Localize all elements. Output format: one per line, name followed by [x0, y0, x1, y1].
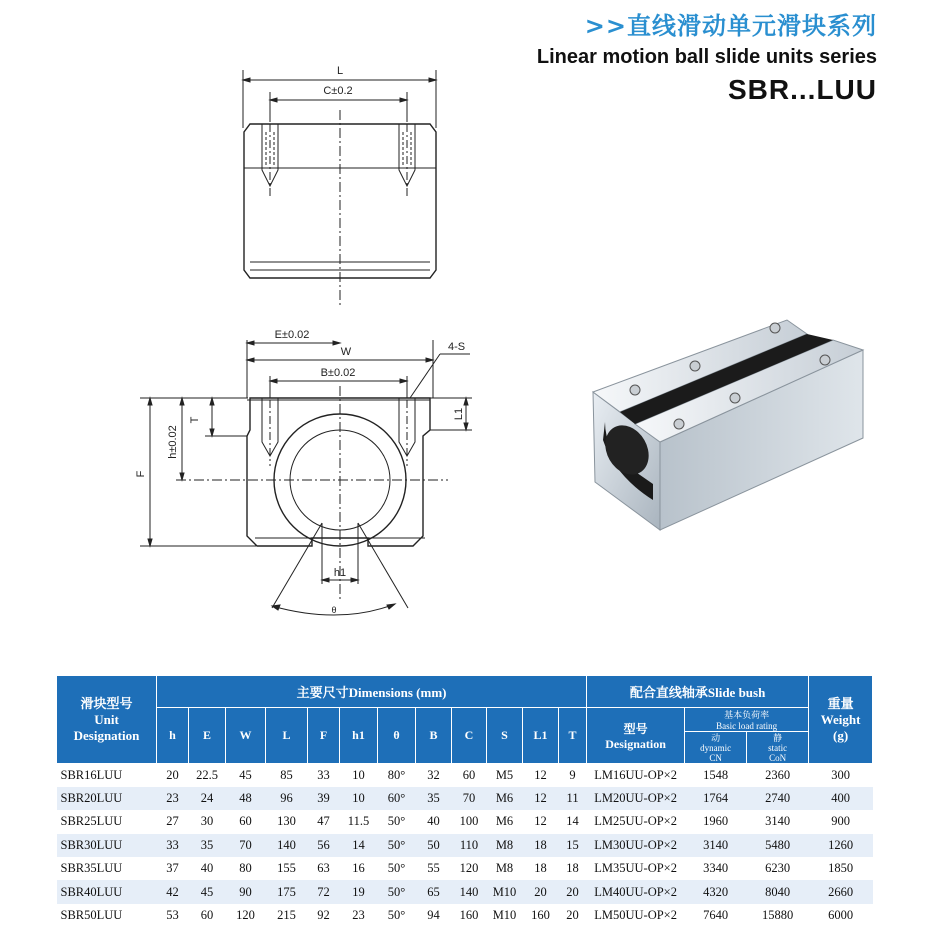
table-cell: 15	[559, 834, 587, 857]
table-cell: 2360	[747, 764, 809, 787]
table-cell: 45	[226, 764, 266, 787]
table-cell: 96	[266, 787, 308, 810]
table-cell: 14	[559, 810, 587, 833]
table-cell: 94	[416, 904, 452, 927]
col-bush-designation: 型号 Designation	[587, 708, 685, 764]
table-cell: 56	[308, 834, 340, 857]
table-cell: 11.5	[340, 810, 378, 833]
table-cell: 72	[308, 880, 340, 903]
col-L1: L1	[523, 708, 559, 764]
front-view-drawing	[140, 340, 472, 615]
col-h: h	[157, 708, 189, 764]
table-cell: 70	[452, 787, 487, 810]
table-cell: 33	[157, 834, 189, 857]
table-row	[57, 857, 873, 880]
table-cell: 130	[266, 810, 308, 833]
table-cell: 155	[266, 857, 308, 880]
product-photo	[575, 300, 875, 540]
table-row	[57, 834, 873, 857]
table-cell: 2740	[747, 787, 809, 810]
table-cell: 65	[416, 880, 452, 903]
table-cell: 12	[523, 764, 559, 787]
table-cell: 50	[416, 834, 452, 857]
label-B: B±0.02	[320, 367, 356, 379]
table-cell: LM30UU-OP×2	[587, 834, 685, 857]
table-cell: 12	[523, 810, 559, 833]
table-cell: LM20UU-OP×2	[587, 787, 685, 810]
label-theta: θ	[331, 605, 337, 615]
table-cell: 24	[189, 787, 226, 810]
table-cell: 160	[523, 904, 559, 927]
header-weight: 重量 Weight (g)	[809, 676, 873, 764]
table-cell: 100	[452, 810, 487, 833]
table-cell: 8040	[747, 880, 809, 903]
table-cell: 900	[809, 810, 873, 833]
table-cell: 50°	[378, 904, 416, 927]
table-cell: 60	[226, 810, 266, 833]
table-cell: 92	[308, 904, 340, 927]
table-cell: 20	[523, 880, 559, 903]
table-cell: 20	[559, 904, 587, 927]
cell-unit: SBR30LUU	[57, 834, 157, 857]
table-cell: 70	[226, 834, 266, 857]
title-chinese: >>直线滑动单元滑块系列	[584, 12, 877, 40]
table-cell: 400	[809, 787, 873, 810]
cell-unit: SBR25LUU	[57, 810, 157, 833]
header-dimensions: 主要尺寸Dimensions (mm)	[157, 676, 587, 708]
table-cell: 7640	[685, 904, 747, 927]
table-cell: 40	[416, 810, 452, 833]
table-cell: 10	[340, 764, 378, 787]
table-cell: 15880	[747, 904, 809, 927]
table-cell: 1260	[809, 834, 873, 857]
table-cell: 80°	[378, 764, 416, 787]
col-T: T	[559, 708, 587, 764]
label-L: L	[336, 65, 344, 77]
table-cell: 50°	[378, 857, 416, 880]
table-cell: 39	[308, 787, 340, 810]
table-cell: M6	[487, 787, 523, 810]
table-cell: M8	[487, 834, 523, 857]
col-W: W	[226, 708, 266, 764]
table-cell: M8	[487, 857, 523, 880]
top-view-drawing	[243, 70, 436, 306]
label-4S: 4-S	[448, 341, 466, 353]
header-slide-bush: 配合直线轴承Slide bush	[587, 676, 809, 708]
label-E: E±0.02	[274, 329, 310, 341]
table-cell: 50°	[378, 834, 416, 857]
label-L1: L1	[453, 407, 465, 421]
label-C: C±0.2	[323, 85, 353, 97]
col-F: F	[308, 708, 340, 764]
table-cell: 30	[189, 810, 226, 833]
table-cell: 80	[226, 857, 266, 880]
table-cell: 2660	[809, 880, 873, 903]
table-cell: 63	[308, 857, 340, 880]
cell-unit: SBR35LUU	[57, 857, 157, 880]
table-row	[57, 810, 873, 833]
table-cell: 23	[157, 787, 189, 810]
cell-unit: SBR16LUU	[57, 764, 157, 787]
label-T: T	[189, 416, 201, 424]
table-cell: 20	[559, 880, 587, 903]
table-cell: 3340	[685, 857, 747, 880]
table-cell: 9	[559, 764, 587, 787]
cell-unit: SBR20LUU	[57, 787, 157, 810]
table-row	[57, 764, 873, 787]
table-cell: 160	[452, 904, 487, 927]
model-series: SBR...LUU	[728, 74, 877, 105]
table-cell: 37	[157, 857, 189, 880]
specification-table	[56, 675, 873, 927]
table-cell: 60	[189, 904, 226, 927]
table-cell: 11	[559, 787, 587, 810]
col-theta: θ	[378, 708, 416, 764]
table-cell: 53	[157, 904, 189, 927]
col-basic-load-rating: 基本负荷率 Basic load rating	[685, 708, 809, 732]
table-cell: 23	[340, 904, 378, 927]
label-F: F	[135, 470, 147, 478]
col-C: C	[452, 708, 487, 764]
table-cell: LM16UU-OP×2	[587, 764, 685, 787]
table-cell: 120	[452, 857, 487, 880]
table-cell: 14	[340, 834, 378, 857]
table-cell: 35	[416, 787, 452, 810]
table-cell: 45	[189, 880, 226, 903]
table-cell: 300	[809, 764, 873, 787]
table-cell: 12	[523, 787, 559, 810]
cell-unit: SBR50LUU	[57, 904, 157, 927]
table-cell: 10	[340, 787, 378, 810]
table-cell: 40	[189, 857, 226, 880]
table-cell: M5	[487, 764, 523, 787]
table-cell: 175	[266, 880, 308, 903]
table-cell: 6230	[747, 857, 809, 880]
table-cell: 35	[189, 834, 226, 857]
table-cell: M10	[487, 880, 523, 903]
col-S: S	[487, 708, 523, 764]
table-cell: 42	[157, 880, 189, 903]
table-cell: 18	[523, 857, 559, 880]
table-cell: 18	[523, 834, 559, 857]
table-cell: 215	[266, 904, 308, 927]
table-cell: 60	[452, 764, 487, 787]
table-cell: 110	[452, 834, 487, 857]
table-cell: 120	[226, 904, 266, 927]
table-cell: 3140	[747, 810, 809, 833]
col-E: E	[189, 708, 226, 764]
label-h1: h1	[333, 567, 347, 579]
table-cell: M10	[487, 904, 523, 927]
table-cell: 1764	[685, 787, 747, 810]
table-cell: 1960	[685, 810, 747, 833]
cell-unit: SBR40LUU	[57, 880, 157, 903]
table-cell: 55	[416, 857, 452, 880]
table-cell: 27	[157, 810, 189, 833]
table-cell: 50°	[378, 880, 416, 903]
table-cell: LM40UU-OP×2	[587, 880, 685, 903]
table-cell: 33	[308, 764, 340, 787]
table-row	[57, 787, 873, 810]
label-h: h±0.02	[167, 425, 179, 459]
table-cell: 48	[226, 787, 266, 810]
table-cell: 90	[226, 880, 266, 903]
table-cell: 3140	[685, 834, 747, 857]
header-unit-designation: 滑块型号 Unit Designation	[57, 676, 157, 764]
table-cell: 6000	[809, 904, 873, 927]
table-cell: 18	[559, 857, 587, 880]
table-cell: 32	[416, 764, 452, 787]
table-cell: LM50UU-OP×2	[587, 904, 685, 927]
table-cell: M6	[487, 810, 523, 833]
table-cell: 60°	[378, 787, 416, 810]
label-W: W	[340, 346, 352, 358]
table-row	[57, 904, 873, 927]
col-L: L	[266, 708, 308, 764]
table-body	[57, 764, 873, 928]
table-cell: 1850	[809, 857, 873, 880]
col-h1: h1	[340, 708, 378, 764]
table-cell: 16	[340, 857, 378, 880]
table-cell: 50°	[378, 810, 416, 833]
table-cell: LM35UU-OP×2	[587, 857, 685, 880]
table-cell: 47	[308, 810, 340, 833]
table-cell: 5480	[747, 834, 809, 857]
table-row	[57, 880, 873, 903]
col-B: B	[416, 708, 452, 764]
table-cell: 22.5	[189, 764, 226, 787]
table-cell: 140	[452, 880, 487, 903]
table-cell: 19	[340, 880, 378, 903]
col-static: 静 static CoN	[747, 732, 809, 764]
table-cell: LM25UU-OP×2	[587, 810, 685, 833]
table-cell: 20	[157, 764, 189, 787]
table-cell: 4320	[685, 880, 747, 903]
col-dynamic: 动 dynamic CN	[685, 732, 747, 764]
title-english: Linear motion ball slide units series	[536, 46, 877, 68]
table-cell: 1548	[685, 764, 747, 787]
table-cell: 140	[266, 834, 308, 857]
table-cell: 85	[266, 764, 308, 787]
